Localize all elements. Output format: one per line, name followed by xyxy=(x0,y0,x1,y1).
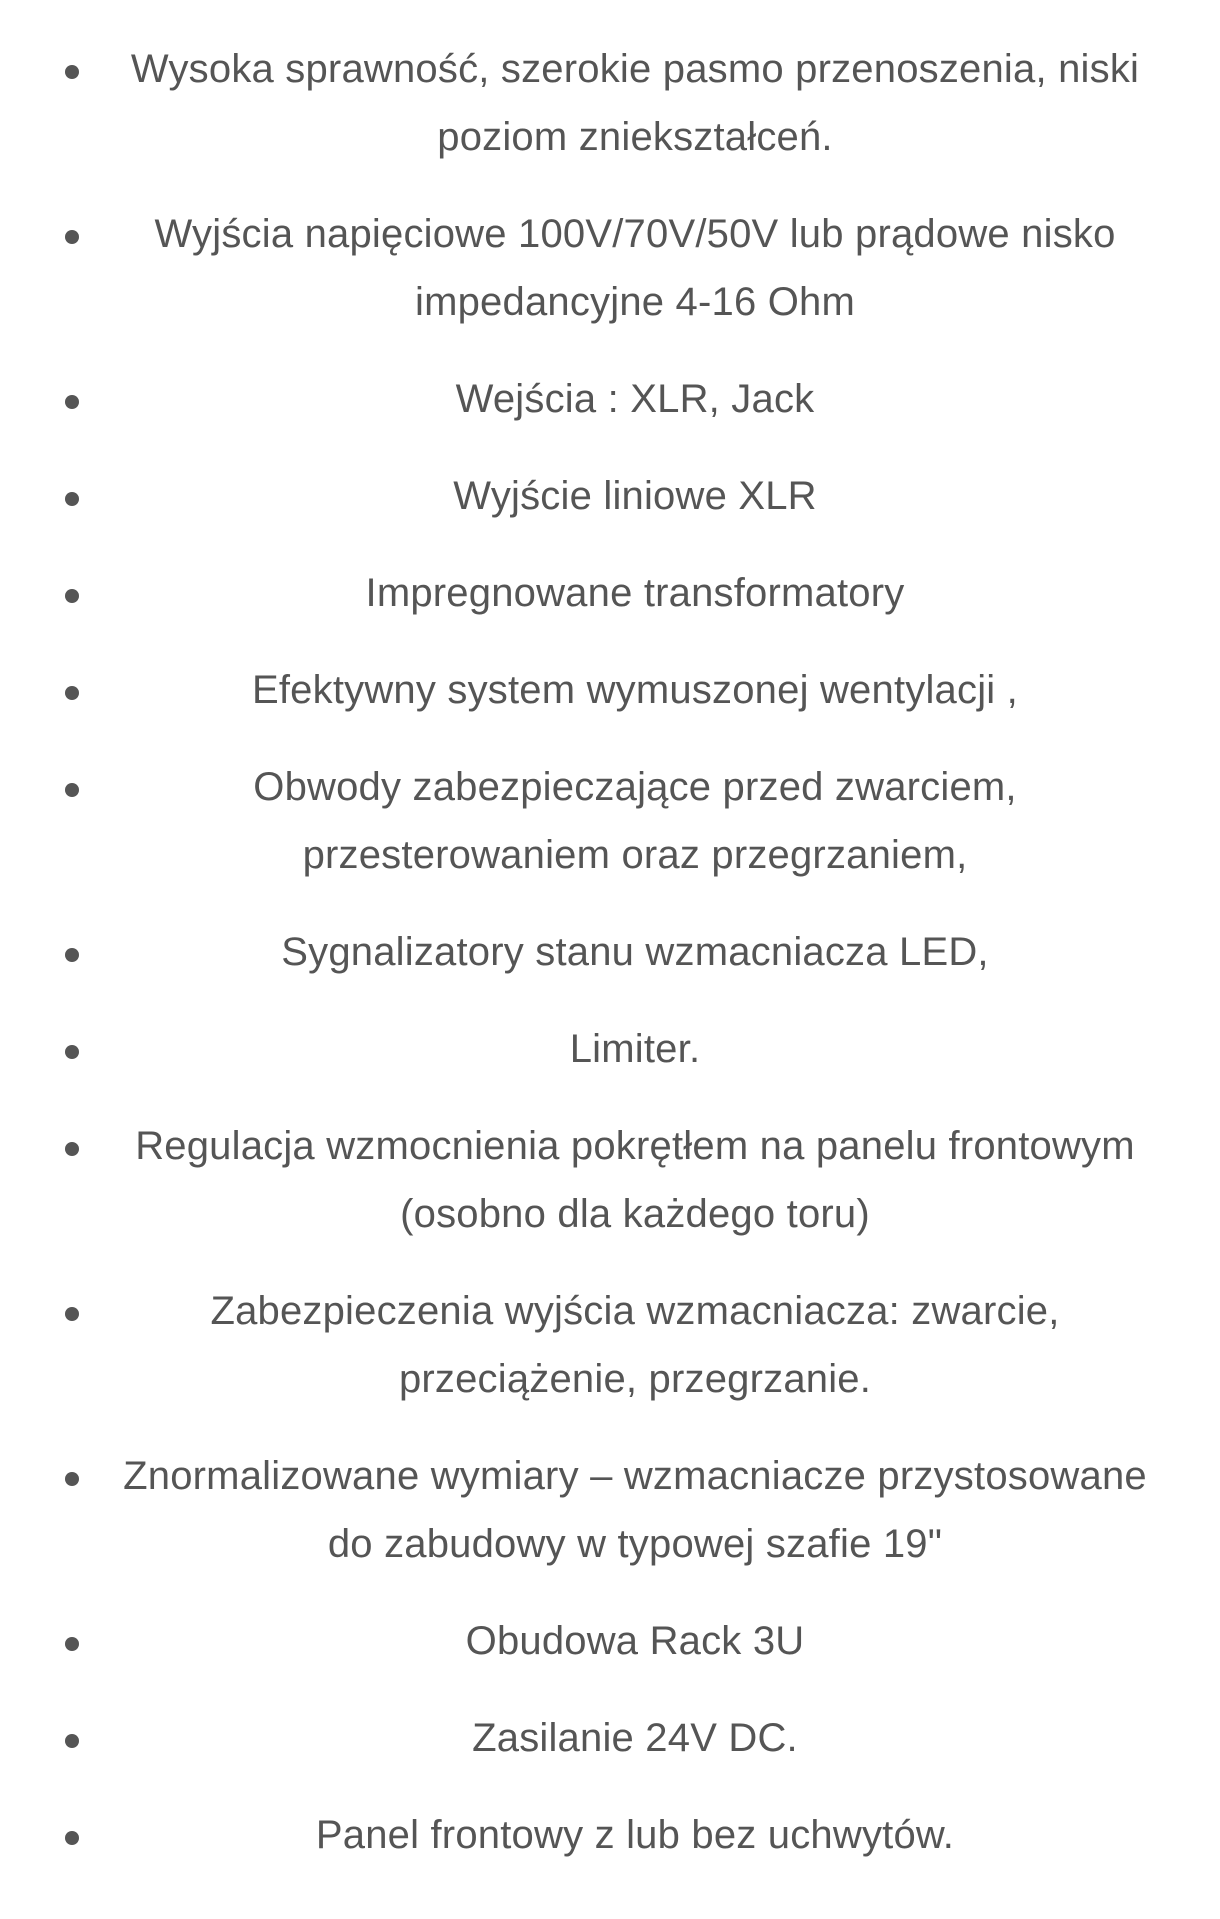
feature-text: Zasilanie 24V DC. xyxy=(472,1716,798,1760)
list-item xyxy=(0,656,1220,724)
feature-text: Znormalizowane wymiary – wzmacniacze przystosowane do zabudowy w typowej szafie 19" xyxy=(123,1454,1147,1566)
list-item xyxy=(0,918,1220,986)
bullet-icon xyxy=(65,948,79,962)
list-item xyxy=(0,1112,1220,1248)
list-item xyxy=(0,365,1220,433)
list-item xyxy=(0,559,1220,627)
bullet-icon xyxy=(65,1142,79,1156)
feature-text: Wyjście liniowe XLR xyxy=(453,474,817,518)
bullet-icon xyxy=(65,1472,79,1486)
feature-text: Zabezpieczenia wyjścia wzmacniacza: zwarcie, przeciążenie, przegrzanie. xyxy=(210,1289,1060,1401)
list-item xyxy=(0,1607,1220,1675)
list-item xyxy=(0,1442,1220,1578)
feature-text: Obwody zabezpieczające przed zwarciem, przesterowaniem oraz przegrzaniem, xyxy=(253,765,1017,877)
list-item xyxy=(0,462,1220,530)
bullet-icon xyxy=(65,783,79,797)
bullet-icon xyxy=(65,65,79,79)
feature-list xyxy=(0,35,1220,1898)
list-item xyxy=(0,1015,1220,1083)
bullet-icon xyxy=(65,1734,79,1748)
list-item xyxy=(0,1277,1220,1413)
feature-text: Limiter. xyxy=(569,1027,701,1071)
bullet-icon xyxy=(65,492,79,506)
feature-text: Obudowa Rack 3U xyxy=(465,1619,805,1663)
feature-text: Impregnowane transformatory xyxy=(365,571,905,615)
list-item xyxy=(0,200,1220,336)
feature-text: Wysoka sprawność, szerokie pasmo przenoszenia, niski poziom zniekształceń. xyxy=(130,47,1140,159)
list-item xyxy=(0,35,1220,171)
bullet-icon xyxy=(65,1637,79,1651)
bullet-icon xyxy=(65,1831,79,1845)
bullet-icon xyxy=(65,686,79,700)
feature-text: Regulacja wzmocnienia pokrętłem na panelu frontowym (osobno dla każdego toru) xyxy=(135,1124,1135,1236)
bullet-icon xyxy=(65,230,79,244)
bullet-icon xyxy=(65,395,79,409)
bullet-icon xyxy=(65,589,79,603)
feature-text: Panel frontowy z lub bez uchwytów. xyxy=(315,1813,955,1857)
list-item xyxy=(0,753,1220,889)
feature-text: Sygnalizatory stanu wzmacniacza LED, xyxy=(281,930,989,974)
feature-text: Wejścia : XLR, Jack xyxy=(455,377,815,421)
feature-text: Efektywny system wymuszonej wentylacji , xyxy=(251,668,1018,712)
list-item xyxy=(0,1704,1220,1772)
list-item xyxy=(0,1801,1220,1869)
bullet-icon xyxy=(65,1045,79,1059)
feature-text: Wyjścia napięciowe 100V/70V/50V lub prądowe nisko impedancyjne 4-16 Ohm xyxy=(154,212,1116,324)
bullet-icon xyxy=(65,1307,79,1321)
